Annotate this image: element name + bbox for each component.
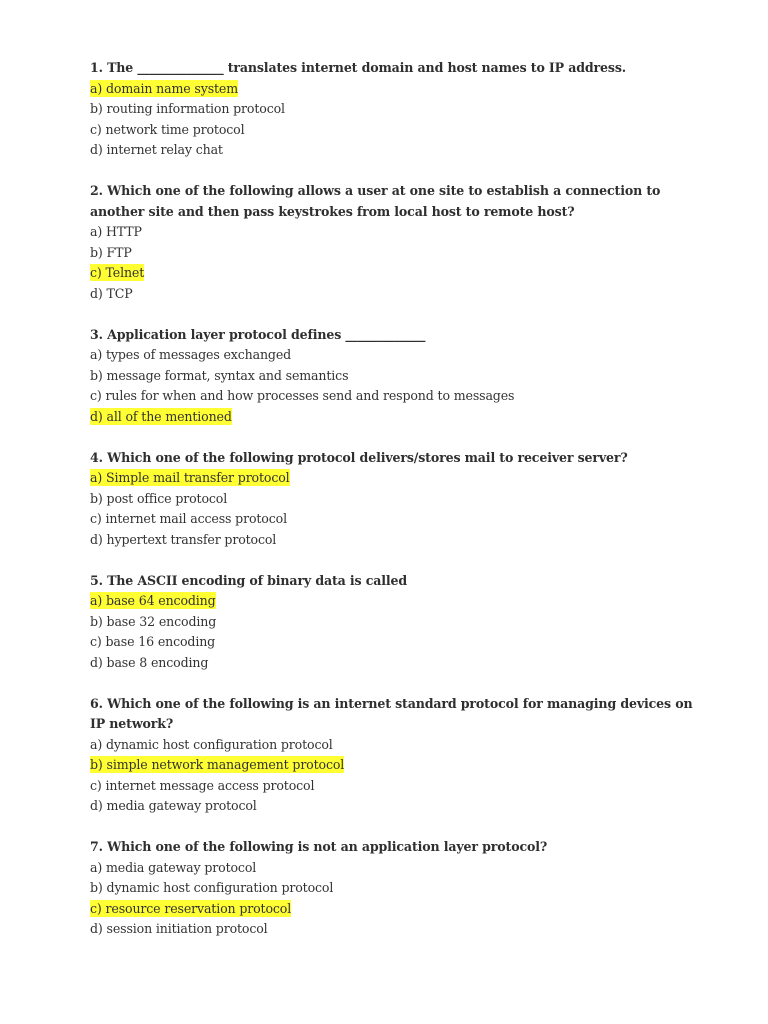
question-text: 3. Application layer protocol defines _____________	[90, 326, 426, 342]
option-text: b) FTP	[90, 244, 132, 260]
option-text: d) all of the mentioned	[90, 408, 232, 424]
option-d-answer	[90, 407, 708, 428]
option-d	[90, 919, 708, 940]
question-block-6	[90, 694, 708, 817]
option-b	[90, 489, 708, 510]
option-text: a) media gateway protocol	[90, 859, 257, 875]
option-text: c) internet mail access protocol	[90, 511, 287, 526]
option-b	[90, 243, 708, 264]
option-text: a) dynamic host configuration protocol	[90, 736, 333, 752]
option-text: a) base 64 encoding	[90, 593, 216, 608]
option-text: d) base 8 encoding	[90, 654, 209, 670]
option-a	[90, 345, 708, 366]
option-a	[90, 858, 708, 879]
option-b-answer	[90, 755, 708, 776]
question-text: 4. Which one of the following protocol delivers/stores mail to receiver server?	[90, 449, 628, 465]
option-text: d) TCP	[90, 285, 133, 301]
question-block-3	[90, 325, 708, 428]
option-c	[90, 632, 708, 653]
option-c	[90, 776, 708, 797]
option-d	[90, 284, 708, 305]
option-text: a) HTTP	[90, 224, 142, 239]
option-text: c) network time protocol	[90, 121, 245, 137]
option-d	[90, 140, 708, 161]
option-text: d) session initiation protocol	[90, 921, 268, 936]
option-text: a) domain name system	[90, 80, 239, 96]
option-a-answer	[90, 591, 708, 612]
option-c	[90, 120, 708, 141]
question-text: 1. The ______________ translates internet domain and host names to IP address.	[90, 60, 627, 75]
option-c	[90, 509, 708, 530]
option-text: b) simple network management protocol	[90, 757, 345, 772]
question-text: 6. Which one of the following is an internet standard protocol for managing devices on IP network?	[90, 695, 693, 731]
option-b	[90, 366, 708, 387]
option-a-answer	[90, 468, 708, 489]
option-a-answer	[90, 79, 708, 100]
question-block-2	[90, 181, 708, 304]
option-c	[90, 386, 708, 407]
option-b	[90, 878, 708, 899]
option-text: c) base 16 encoding	[90, 634, 216, 649]
option-text: b) message format, syntax and semantics	[90, 367, 349, 383]
question-block-7	[90, 837, 708, 940]
option-text: b) post office protocol	[90, 490, 228, 506]
option-text: d) internet relay chat	[90, 142, 223, 157]
option-text: b) base 32 encoding	[90, 613, 217, 629]
option-b	[90, 99, 708, 120]
question-block-5	[90, 571, 708, 674]
question-block-1	[90, 58, 708, 161]
option-d	[90, 530, 708, 551]
option-text: c) resource reservation protocol	[90, 900, 292, 916]
option-a	[90, 735, 708, 756]
option-a	[90, 222, 708, 243]
option-d	[90, 653, 708, 674]
option-c-answer	[90, 899, 708, 920]
option-text: c) rules for when and how processes send and respond to messages	[90, 388, 515, 403]
option-text: d) media gateway protocol	[90, 798, 257, 813]
option-text: d) hypertext transfer protocol	[90, 531, 277, 547]
option-text: a) Simple mail transfer protocol	[90, 470, 290, 485]
question-text: 7. Which one of the following is not an application layer protocol?	[90, 839, 548, 854]
option-c-answer	[90, 263, 708, 284]
question-block-4	[90, 448, 708, 551]
option-d	[90, 796, 708, 817]
question-text: 5. The ASCII encoding of binary data is called	[90, 572, 408, 588]
option-text: b) dynamic host configuration protocol	[90, 880, 334, 895]
option-b	[90, 612, 708, 633]
question-text: 2. Which one of the following allows a user at one site to establish a connection to another site and then pass keystrokes from local host to remote host?	[90, 183, 661, 219]
option-text: b) routing information protocol	[90, 101, 285, 116]
option-text: c) Telnet	[90, 265, 145, 280]
option-text: a) types of messages exchanged	[90, 347, 292, 362]
option-text: c) internet message access protocol	[90, 777, 315, 793]
